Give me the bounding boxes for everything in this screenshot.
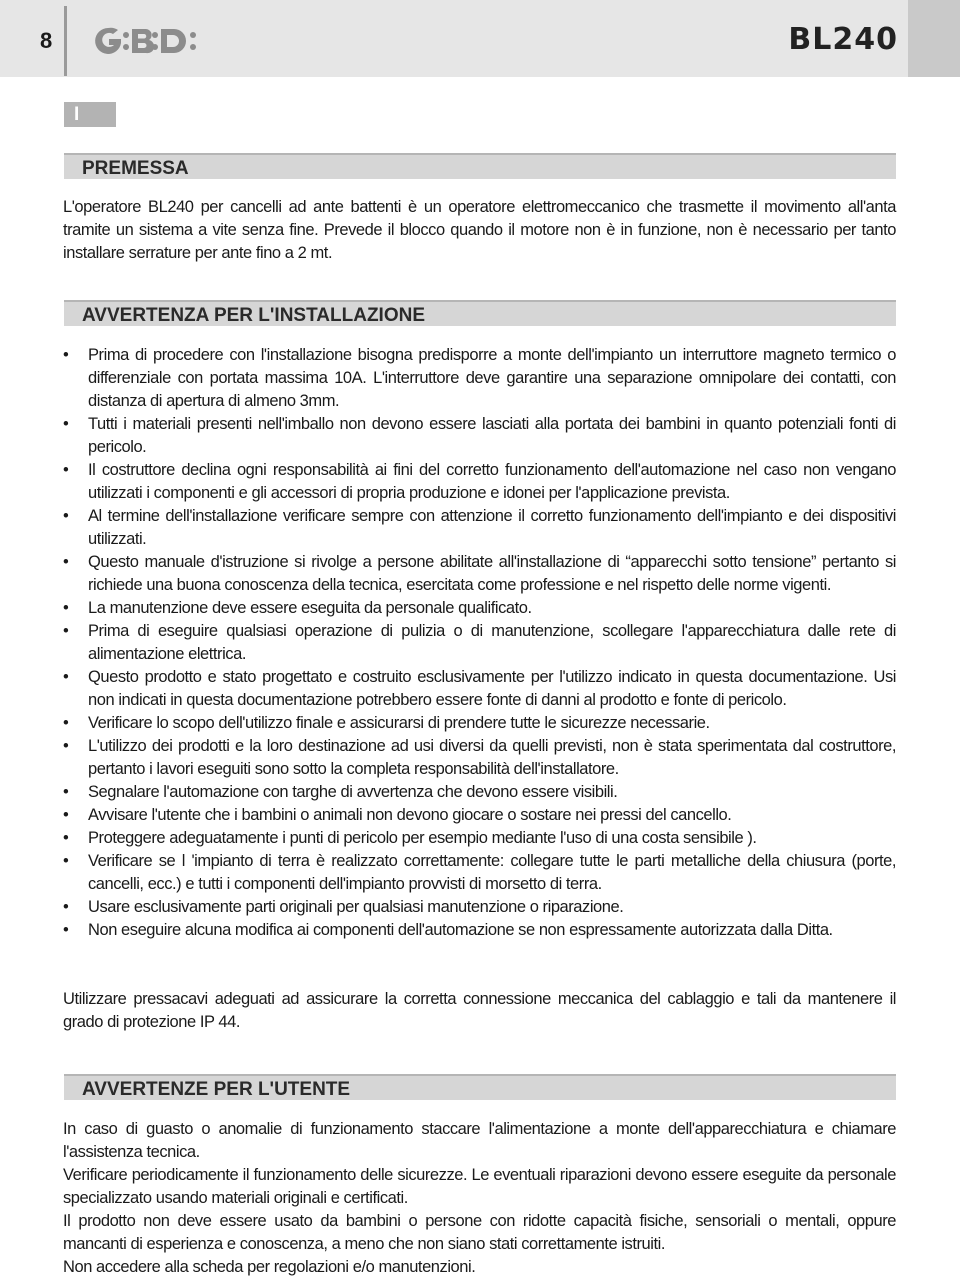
list-item	[63, 620, 896, 666]
bullet-icon: •	[63, 806, 69, 824]
bullet-icon: •	[63, 668, 69, 686]
list-item-text: Verificare se l 'impianto di terra è realizzato correttamente: collegare tutte le parti metalliche della chiusura (porte, cancelli, ecc.) e tutti i componenti dell'impianto provvisti di morsetto di terra.	[88, 852, 896, 893]
bullet-icon: •	[63, 852, 69, 870]
section-title-utente: AVVERTENZE PER L'UTENTE	[64, 1074, 896, 1100]
user-warning-paragraph: In caso di guasto o anomalie di funzionamento staccare l'alimentazione a monte dell'apparecchiatura e chiamare l'assistenza tecnica.	[63, 1120, 896, 1161]
user-warnings	[63, 1118, 896, 1279]
bullet-icon: •	[63, 921, 69, 939]
user-warning-paragraph: Non accedere alla scheda per regolazioni e/o manutenzioni.	[63, 1258, 476, 1276]
bullet-icon: •	[63, 507, 69, 525]
list-item-text: Non eseguire alcuna modifica ai componenti dell'automazione se non espressamente autorizzata dalla Ditta.	[88, 921, 833, 939]
list-item-text: Prima di eseguire qualsiasi operazione di pulizia o di manutenzione, scollegare l'apparecchiatura dalle rete di alimentazione elettrica.	[88, 622, 896, 663]
list-item-text: Usare esclusivamente parti originali per qualsiasi manutenzione o riparazione.	[88, 898, 624, 916]
bullet-icon: •	[63, 737, 69, 755]
cable-gland-note: Utilizzare pressacavi adeguati ad assicurare la corretta connessione meccanica del cablaggio e tali da mantenere il grado di protezione IP 44.	[63, 990, 896, 1031]
list-item	[63, 804, 896, 827]
list-item-text: Verificare lo scopo dell'utilizzo finale e assicurarsi di prendere tutte le sicurezze necessarie.	[88, 714, 710, 732]
bullet-icon: •	[63, 829, 69, 847]
user-warning-paragraph: Il prodotto non deve essere usato da bambini o persone con ridotte capacità fisiche, sensoriali o mentali, oppure mancanti di esperienza e conoscenza, a meno che non siano stati correttamente istruiti.	[63, 1212, 896, 1253]
gibidi-logo	[94, 26, 210, 56]
header-divider	[64, 6, 67, 76]
list-item-text: Tutti i materiali presenti nell'imballo non devono essere lasciati alla portata dei bambini in quanto potenziali fonti di pericolo.	[88, 415, 896, 456]
list-item-text: La manutenzione deve essere eseguita da personale qualificato.	[88, 599, 532, 617]
list-item	[63, 413, 896, 459]
list-item	[63, 919, 896, 942]
bullet-icon: •	[63, 553, 69, 571]
list-item-text: Prima di procedere con l'installazione bisogna predisporre a monte dell'impianto un interruttore magneto termico o differenziale con portata massima 10A. L'interruttore deve garantire una separazione omnipolare dei contatti, con distanza di apertura di almeno 3mm.	[88, 346, 896, 410]
premessa-text: L'operatore BL240 per cancelli ad ante battenti è un operatore elettromeccanico che trasmette il movimento all'anta tramite un sistema a vite senza fine. Prevede il blocco quando il motore non è in funzione, non è necessario per tanto installare serrature per ante fino a 2 mt.	[63, 198, 896, 262]
list-item-text: Questo manuale d'istruzione si rivolge a persone abilitate all'installazione di “apparecchi sotto tensione” pertanto si richiede una buona conoscenza della tecnica, esercitata come professione e nel rispetto delle norme vigenti.	[88, 553, 896, 594]
bullet-icon: •	[63, 783, 69, 801]
bullet-icon: •	[63, 898, 69, 916]
list-item	[63, 896, 896, 919]
list-item-text: Proteggere adeguatamente i punti di pericolo per esempio mediante l'uso di una costa sensibile ).	[88, 829, 757, 847]
list-item	[63, 597, 896, 620]
bullet-icon: •	[63, 346, 69, 364]
section-title-installazione: AVVERTENZA PER L'INSTALLAZIONE	[64, 300, 896, 326]
list-item-text: Segnalare l'automazione con targhe di avvertenza che devono essere visibili.	[88, 783, 618, 801]
list-item-text: Il costruttore declina ogni responsabilità ai fini del corretto funzionamento dell'automazione nel caso non vengano utilizzati i componenti e gli accessori di propria produzione e idonei per l'applicazione prevista.	[88, 461, 896, 502]
bullet-icon: •	[63, 461, 69, 479]
list-item	[63, 344, 896, 413]
user-warning-paragraph: Verificare periodicamente il funzionamento delle sicurezze. Le eventuali riparazioni devono essere eseguite da personale specializzato usando materiali originali e certificati.	[63, 1166, 896, 1207]
bullet-icon: •	[63, 622, 69, 640]
list-item	[63, 505, 896, 551]
list-item	[63, 712, 896, 735]
list-item	[63, 666, 896, 712]
list-item	[63, 850, 896, 896]
section-title-premessa: PREMESSA	[64, 153, 896, 179]
list-item	[63, 781, 896, 804]
model-name: BL240	[788, 22, 898, 57]
list-item-text: L'utilizzo dei prodotti e la loro destinazione ad usi diversi da quelli previsti, non è stata sperimentata dal costruttore, pertanto i lavori eseguiti sono sotto la completa responsabilità dell'installatore.	[88, 737, 896, 778]
list-item-text: Questo prodotto e stato progettato e costruito esclusivamente per l'utilizzo indicato in questa documentazione. Usi non indicati in questa documentazione potrebbero essere fonte di danni al prodotto e fonte di pericolo.	[88, 668, 896, 709]
bullet-icon: •	[63, 714, 69, 732]
installation-warnings-list	[63, 344, 896, 942]
bullet-icon: •	[63, 599, 69, 617]
list-item	[63, 735, 896, 781]
page-number: 8	[40, 28, 53, 53]
bullet-icon: •	[63, 415, 69, 433]
list-item-text: Al termine dell'installazione verificare sempre con attenzione il corretto funzionamento dell'impianto e dei dispositivi utilizzati.	[88, 507, 896, 548]
list-item	[63, 459, 896, 505]
header-accent-block	[908, 0, 960, 77]
list-item	[63, 827, 896, 850]
language-tag: I	[64, 102, 116, 127]
list-item-text: Avvisare l'utente che i bambini o animali non devono giocare o sostare nei pressi del cancello.	[88, 806, 732, 824]
list-item	[63, 551, 896, 597]
